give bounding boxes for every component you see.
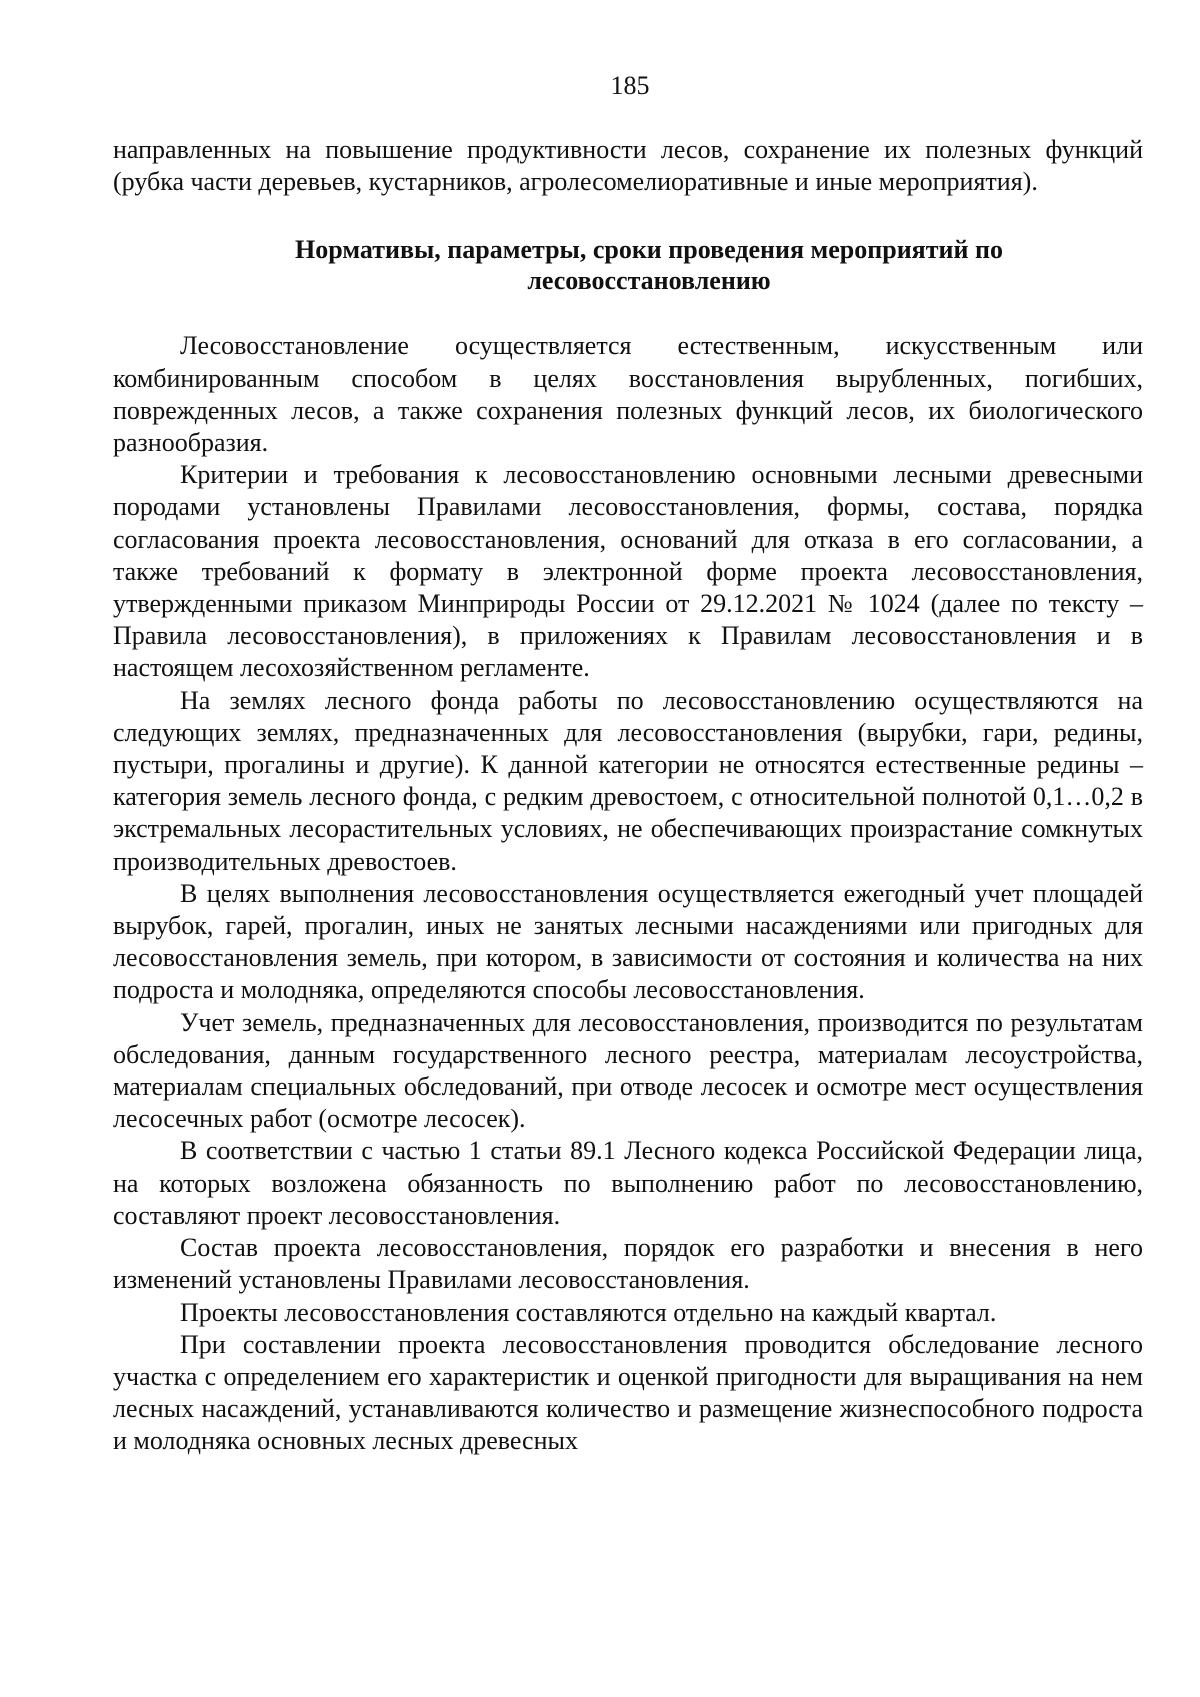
paragraph: На землях лесного фонда работы по лесовосстановлению осуществляются на следующих землях, предназначенных для лесовосстановления (вырубки, гари, редины, пустыри, прогалины и другие). К данной категории не относятся естественные редины – категория земель лесного фонда, с редким древостоем, с относительной полнотой 0,1…0,2 в экстремальных лесорастительных условиях, не обеспечивающих произрастание сомкнутых производительных древостоев. bbox=[113, 685, 1143, 876]
section-heading-line2: лесовосстановлению bbox=[527, 266, 771, 296]
section-heading-line1: Нормативы, параметры, сроки проведения мероприятий по bbox=[295, 235, 1003, 265]
document-body bbox=[113, 134, 1143, 1458]
paragraph: Состав проекта лесовосстановления, порядок его разработки и внесения в него изменений установлены Правилами лесовосстановления. bbox=[113, 1233, 1143, 1295]
paragraph: В соответствии с частью 1 статьи 89.1 Лесного кодекса Российской Федерации лица, на которых возложена обязанность по выполнению работ по лесовосстановлению, составляют проект лесовосстановления. bbox=[113, 1136, 1143, 1230]
section-heading bbox=[113, 234, 1143, 296]
paragraph: Критерии и требования к лесовосстановлению основными лесными древесными породами установлены Правилами лесовосстановления, формы, состава, порядка согласования проекта лесовосстановления, оснований для отказа в его согласовании, а также требований к формату в электронной форме проекта лесовосстановления, утвержденными приказом Минприроды России от 29.12.2021 № 1024 (далее по тексту – Правила лесовосстановления), в приложениях к Правилам лесовосстановления и в настоящем лесохозяйственном регламенте. bbox=[113, 460, 1143, 683]
paragraph: При составлении проекта лесовосстановления проводится обследование лесного участка с определением его характеристик и оценкой пригодности для выращивания на нем лесных насаждений, устанавливаются количество и размещение жизнеспособного подроста и молодняка основных лесных древесных bbox=[113, 1329, 1143, 1456]
page-number: 185 bbox=[610, 71, 650, 100]
paragraph: Учет земель, предназначенных для лесовосстановления, производится по результатам обследования, данным государственного лесного реестра, материалам лесоустройства, материалам специальных обследований, при отводе лесосек и осмотре мест осуществления лесосечных работ (осмотре лесосек). bbox=[113, 1007, 1143, 1134]
paragraph: Лесовосстановление осуществляется естественным, искусственным или комбинированным способом в целях восстановления вырубленных, погибших, поврежденных лесов, а также сохранения полезных функций лесов, их биологического разнообразия. bbox=[113, 331, 1143, 458]
intro-paragraph: направленных на повышение продуктивности лесов, сохранение их полезных функций (рубка части деревьев, кустарников, агролесомелиоративные и иные мероприятия). bbox=[113, 135, 1143, 197]
paragraph: В целях выполнения лесовосстановления осуществляется ежегодный учет площадей вырубок, гарей, прогалин, иных не занятых лесными насаждениями или пригодных для лесовосстановления земель, при котором, в зависимости от состояния и количества на них подроста и молодняка, определяются способы лесовосстановления. bbox=[113, 878, 1143, 1005]
paragraph: Проекты лесовосстановления составляются отдельно на каждый квартал. bbox=[180, 1297, 997, 1327]
